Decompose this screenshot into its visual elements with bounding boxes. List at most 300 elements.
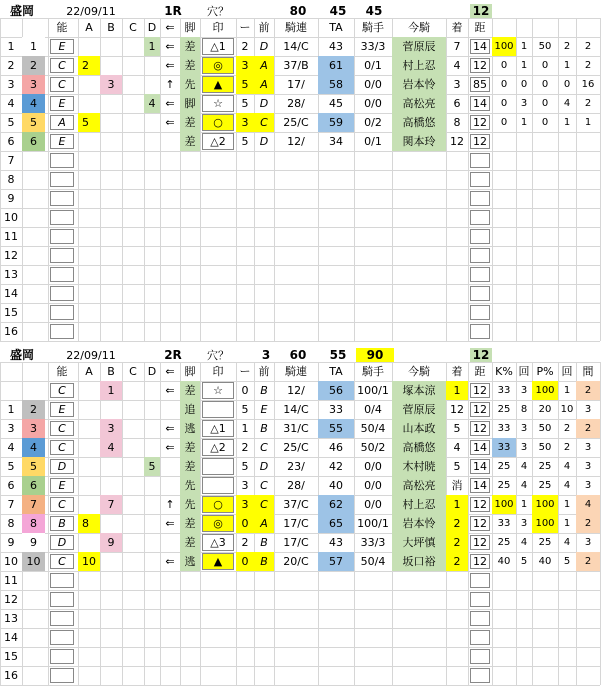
rank-a xyxy=(78,37,100,56)
ta-value: 57 xyxy=(318,552,354,571)
rank-c xyxy=(122,56,144,75)
empty-distance-box xyxy=(470,573,490,588)
grid-line xyxy=(0,303,600,304)
p-percent: 25 xyxy=(538,479,552,491)
rank-a xyxy=(78,533,100,552)
column-header-pp xyxy=(532,18,558,36)
ta-value: 34 xyxy=(329,135,343,148)
column-header-k2: 回 xyxy=(561,364,573,378)
running-style: 差 xyxy=(180,514,200,533)
k-percent: 100 xyxy=(492,37,516,56)
rank-c xyxy=(122,94,144,113)
distance: 12 xyxy=(470,115,490,130)
current-jockey: 高橋悠 xyxy=(392,438,446,457)
grid-line xyxy=(200,362,201,685)
position-index: 1 xyxy=(241,422,249,435)
prediction-mark: △1 xyxy=(202,38,234,55)
empty-ability-box xyxy=(50,267,74,282)
rank-a xyxy=(78,75,100,94)
interval xyxy=(576,132,600,151)
grid-line xyxy=(0,18,600,19)
grid-line xyxy=(0,571,600,572)
column-header-jk: 今騎 xyxy=(408,364,430,378)
row-number: 2 xyxy=(7,59,15,72)
rank-a xyxy=(78,476,100,495)
race-date: 22/09/11 xyxy=(66,348,116,362)
distance: 14 xyxy=(470,440,490,455)
prediction-mark: ○ xyxy=(202,114,234,131)
jockey-combo: 28/ xyxy=(287,479,305,492)
row-number: 9 xyxy=(7,536,15,549)
distance: 14 xyxy=(470,96,490,111)
column-header-mae: 前 xyxy=(258,364,270,378)
current-jockey: 村上忍 xyxy=(392,495,446,514)
row-number: 15 xyxy=(4,306,18,319)
ta-value: 59 xyxy=(318,113,354,132)
position-index: 5 xyxy=(241,403,249,416)
grid-line xyxy=(600,18,601,341)
row-number: 3 xyxy=(7,78,15,91)
current-jockey: 高橋悠 xyxy=(392,113,446,132)
running-style: 先 xyxy=(180,476,200,495)
prediction-mark: △2 xyxy=(202,133,234,150)
empty-ability-box xyxy=(50,649,74,664)
column-header-dash: ー xyxy=(239,20,251,34)
k-percent: 33 xyxy=(497,422,511,434)
rank-a xyxy=(78,457,100,476)
column-header-nou: 能 xyxy=(56,364,68,378)
column-header-kan xyxy=(576,18,600,36)
ta-value: 45 xyxy=(329,97,343,110)
previous-rank: B xyxy=(260,422,268,435)
row-number: 15 xyxy=(4,650,18,663)
finish-place: 12 xyxy=(450,403,464,416)
jockey-record: 50/4 xyxy=(360,422,386,435)
grid-line xyxy=(0,647,600,648)
column-header-a: A xyxy=(85,20,93,34)
current-jockey: 岩本怜 xyxy=(392,514,446,533)
trend-arrow xyxy=(160,457,180,476)
p-percent: 50 xyxy=(538,441,552,453)
jockey-combo: 25/C xyxy=(283,441,309,454)
kishuren-summary: 80 xyxy=(289,4,307,18)
jockey-combo: 17/ xyxy=(287,78,305,91)
p-count: 4 xyxy=(563,97,571,109)
rank-b xyxy=(100,400,122,419)
row-number: 9 xyxy=(7,192,15,205)
column-header-kp: K% xyxy=(495,364,513,378)
jockey-combo: 25/C xyxy=(283,116,309,129)
trend-arrow xyxy=(160,132,180,151)
rank-d: 4 xyxy=(144,94,160,113)
p-percent: 0 xyxy=(541,78,549,90)
rank-c xyxy=(122,113,144,132)
empty-ability-box xyxy=(50,668,74,683)
column-header-kr: 騎連 xyxy=(285,20,307,34)
p-count xyxy=(558,132,576,151)
rank-c xyxy=(122,533,144,552)
empty-distance-box xyxy=(470,324,490,339)
column-header-ch: 着 xyxy=(451,20,463,34)
rank-c xyxy=(122,476,144,495)
p-percent: 100 xyxy=(532,495,558,514)
row-number: 11 xyxy=(4,574,18,587)
jockey-record: 33/3 xyxy=(360,40,386,53)
ta-value: 55 xyxy=(318,419,354,438)
interval: 3 xyxy=(584,536,592,548)
column-header-k2 xyxy=(558,18,576,36)
p-percent xyxy=(532,132,558,151)
rank-a: 5 xyxy=(78,113,100,132)
ability-rank: E xyxy=(50,478,74,493)
grid-line xyxy=(0,208,600,209)
waku-number: 2 xyxy=(22,400,45,419)
empty-ability-box xyxy=(50,248,74,263)
ta-value: 61 xyxy=(318,56,354,75)
rank-a xyxy=(78,419,100,438)
column-header-ta: TA xyxy=(329,364,343,378)
grid-line xyxy=(0,189,600,190)
prediction-mark xyxy=(202,401,234,418)
running-style: 脚 xyxy=(180,94,200,113)
column-header-dash: ー xyxy=(239,364,251,378)
row-number: 11 xyxy=(4,230,18,243)
k-count: 3 xyxy=(520,97,528,109)
column-header-mae: 前 xyxy=(258,20,270,34)
rank-d xyxy=(144,438,160,457)
column-header-k1: 回 xyxy=(518,364,530,378)
row-number: 13 xyxy=(4,268,18,281)
grid-line xyxy=(0,341,600,342)
current-jockey: 村上忍 xyxy=(392,56,446,75)
rank-b xyxy=(100,552,122,571)
column-header-nou: 能 xyxy=(56,20,68,34)
running-style: 差 xyxy=(180,381,200,400)
column-header-c: C xyxy=(129,364,137,378)
grid-line xyxy=(200,18,201,341)
empty-distance-box xyxy=(470,172,490,187)
jockey-record: 0/1 xyxy=(364,59,382,72)
rank-a: 10 xyxy=(78,552,100,571)
grid-line xyxy=(468,18,469,341)
column-header-kp xyxy=(492,18,516,36)
grid-line xyxy=(0,685,600,686)
ability-rank: E xyxy=(50,402,74,417)
ta-value: 43 xyxy=(329,40,343,53)
rank-b: 3 xyxy=(100,75,122,94)
k-count: 1 xyxy=(520,40,528,52)
rank-c xyxy=(122,495,144,514)
prediction-mark: △3 xyxy=(202,534,234,551)
finish-place: 5 xyxy=(453,422,461,435)
running-style: 先 xyxy=(180,75,200,94)
grid-line xyxy=(0,362,600,363)
p-percent: 100 xyxy=(532,381,558,400)
k-count: 3 xyxy=(520,517,528,529)
ability-rank: C xyxy=(50,77,74,92)
rank-b: 4 xyxy=(100,438,122,457)
ta-value: 33 xyxy=(329,403,343,416)
distance-summary: 12 xyxy=(470,348,492,362)
interval: 4 xyxy=(576,495,600,514)
grid-line xyxy=(0,590,600,591)
row-number: 16 xyxy=(4,325,18,338)
position-index: 5 xyxy=(241,460,249,473)
finish-place: 1 xyxy=(446,495,468,514)
jockey-record: 50/2 xyxy=(360,441,386,454)
rank-d xyxy=(144,381,160,400)
ability-rank: C xyxy=(50,383,74,398)
position-index: 2 xyxy=(241,40,249,53)
trend-arrow: ⇐ xyxy=(165,59,175,72)
position-index: 0 xyxy=(236,514,254,533)
column-header-mark: 印 xyxy=(212,20,224,34)
p-count: 10 xyxy=(560,403,574,415)
row-number xyxy=(0,381,22,400)
k-count: 8 xyxy=(520,403,528,415)
grid-line xyxy=(0,666,600,667)
row-number: 7 xyxy=(7,154,15,167)
finish-place: 4 xyxy=(453,441,461,454)
position-index: 5 xyxy=(241,97,249,110)
distance: 12 xyxy=(470,421,490,436)
empty-ability-box xyxy=(50,611,74,626)
row-number: 14 xyxy=(4,287,18,300)
interval: 3 xyxy=(584,441,592,453)
row-number: 13 xyxy=(4,612,18,625)
trend-arrow: ⇐ xyxy=(165,97,175,110)
current-jockey: 岩本怜 xyxy=(392,75,446,94)
p-count: 0 xyxy=(563,78,571,90)
row-number: 10 xyxy=(4,211,18,224)
p-count: 1 xyxy=(563,116,571,128)
prediction-mark: ☆ xyxy=(202,95,234,112)
row-number: 16 xyxy=(4,669,18,682)
distance-summary: 12 xyxy=(470,4,492,18)
k-count: 4 xyxy=(520,479,528,491)
column-header-ch: 着 xyxy=(451,364,463,378)
ta-value: 65 xyxy=(318,514,354,533)
jockey-record: 33/3 xyxy=(360,536,386,549)
grid-line xyxy=(0,284,600,285)
empty-distance-box xyxy=(470,649,490,664)
row-number: 8 xyxy=(7,173,15,186)
empty-distance-box xyxy=(470,630,490,645)
k-percent: 25 xyxy=(497,536,511,548)
previous-rank: C xyxy=(254,113,274,132)
ability-rank: D xyxy=(50,459,74,474)
waku-number: 7 xyxy=(22,495,45,514)
previous-rank: C xyxy=(260,441,268,454)
ta-summary: 45 xyxy=(329,4,347,18)
p-percent: 100 xyxy=(532,514,558,533)
rank-a xyxy=(78,400,100,419)
row-number: 4 xyxy=(7,441,15,454)
jockey-record: 0/4 xyxy=(364,403,382,416)
finish-place: 12 xyxy=(450,135,464,148)
k-percent: 100 xyxy=(492,495,516,514)
ana-value xyxy=(254,4,278,18)
trend-arrow: ⇐ xyxy=(165,116,175,129)
empty-ability-box xyxy=(50,153,74,168)
distance: 12 xyxy=(470,383,490,398)
jockey-combo: 12/ xyxy=(287,384,305,397)
interval: 2 xyxy=(576,552,600,571)
prediction-mark: ◎ xyxy=(202,57,234,74)
finish-place: 2 xyxy=(446,533,468,552)
row-number: 5 xyxy=(7,116,15,129)
trend-arrow: ↑ xyxy=(165,498,175,511)
row-number: 6 xyxy=(7,479,15,492)
distance: 14 xyxy=(470,459,490,474)
jockey-summary: 45 xyxy=(365,4,383,18)
venue-label: 盛岡 xyxy=(9,348,34,362)
empty-distance-box xyxy=(470,305,490,320)
p-count: 2 xyxy=(563,422,571,434)
rank-d xyxy=(144,75,160,94)
prediction-mark: △2 xyxy=(202,439,234,456)
prediction-mark: ▲ xyxy=(202,76,234,93)
column-header-jk: 今騎 xyxy=(408,20,430,34)
current-jockey: 菅原辰 xyxy=(392,37,446,56)
waku-number: 1 xyxy=(22,37,45,56)
jockey-summary: 90 xyxy=(356,348,394,362)
p-percent: 0 xyxy=(541,116,549,128)
previous-rank: E xyxy=(260,403,268,416)
finish-place: 7 xyxy=(453,40,461,53)
grid-line xyxy=(0,170,600,171)
column-header-js: 騎手 xyxy=(362,364,384,378)
trend-arrow: ⇐ xyxy=(165,384,175,397)
column-header-arrow: ⇐ xyxy=(165,364,175,378)
column-header-kan: 間 xyxy=(582,364,594,378)
ability-rank: E xyxy=(50,134,74,149)
k-count: 4 xyxy=(520,536,528,548)
previous-rank: B xyxy=(260,536,268,549)
ability-rank: C xyxy=(50,421,74,436)
current-jockey: 菅原辰 xyxy=(392,400,446,419)
interval: 3 xyxy=(584,479,592,491)
column-header-ashi: 脚 xyxy=(184,364,196,378)
rank-d xyxy=(144,56,160,75)
trend-arrow: ⇐ xyxy=(165,555,175,568)
finish-place: 2 xyxy=(446,514,468,533)
p-percent: 0 xyxy=(541,97,549,109)
position-index: 2 xyxy=(241,536,249,549)
prediction-mark: ○ xyxy=(202,496,234,513)
rank-b xyxy=(100,476,122,495)
row-number: 10 xyxy=(4,555,18,568)
row-number: 6 xyxy=(7,135,15,148)
empty-distance-box xyxy=(470,286,490,301)
current-jockey: 高松亮 xyxy=(392,476,446,495)
finish-place: 5 xyxy=(453,460,461,473)
p-percent: 0 xyxy=(541,59,549,71)
rank-c xyxy=(122,438,144,457)
jockey-record: 0/0 xyxy=(364,78,382,91)
ta-value: 43 xyxy=(329,536,343,549)
row-number: 7 xyxy=(7,498,15,511)
distance: 12 xyxy=(470,497,490,512)
rank-b xyxy=(100,113,122,132)
rank-c xyxy=(122,514,144,533)
kishuren-summary: 60 xyxy=(289,348,307,362)
rank-d xyxy=(144,400,160,419)
rank-d xyxy=(144,113,160,132)
k-count: 1 xyxy=(520,498,528,510)
distance: 12 xyxy=(470,535,490,550)
current-jockey: 塚本涼 xyxy=(392,381,446,400)
rank-a xyxy=(78,381,100,400)
k-count xyxy=(516,132,532,151)
rank-c xyxy=(122,37,144,56)
waku-number: 8 xyxy=(22,514,45,533)
race-number: 1R xyxy=(164,4,182,18)
k-percent: 25 xyxy=(497,403,511,415)
k-percent: 33 xyxy=(497,384,511,396)
empty-distance-box xyxy=(470,229,490,244)
finish-place: 消 xyxy=(451,479,463,492)
empty-ability-box xyxy=(50,573,74,588)
k-count: 0 xyxy=(520,78,528,90)
rank-d xyxy=(144,419,160,438)
rank-b xyxy=(100,94,122,113)
column-header-no xyxy=(0,362,22,380)
position-index: 5 xyxy=(241,135,249,148)
rank-d xyxy=(144,476,160,495)
waku-number: 9 xyxy=(22,533,45,552)
position-index: 0 xyxy=(236,552,254,571)
current-jockey: 高松亮 xyxy=(392,94,446,113)
ta-value: 62 xyxy=(318,495,354,514)
p-percent: 50 xyxy=(538,40,552,52)
row-number: 1 xyxy=(7,40,15,53)
jockey-combo: 20/C xyxy=(283,555,309,568)
rank-b: 3 xyxy=(100,419,122,438)
waku-number: 5 xyxy=(22,457,45,476)
jockey-combo: 37/C xyxy=(283,498,309,511)
distance: 12 xyxy=(470,134,490,149)
current-jockey: 大坪慎 xyxy=(392,533,446,552)
distance: 14 xyxy=(470,478,490,493)
previous-rank: B xyxy=(260,384,268,397)
trend-arrow: ⇐ xyxy=(165,517,175,530)
p-count: 2 xyxy=(563,40,571,52)
grid-line xyxy=(468,362,469,685)
empty-distance-box xyxy=(470,210,490,225)
ability-rank: B xyxy=(50,516,74,531)
k-percent: 33 xyxy=(497,517,511,529)
p-percent: 20 xyxy=(538,403,552,415)
column-header-js: 騎手 xyxy=(362,20,384,34)
empty-distance-box xyxy=(470,267,490,282)
empty-ability-box xyxy=(50,286,74,301)
jockey-combo: 28/ xyxy=(287,97,305,110)
row-number: 8 xyxy=(7,517,15,530)
race-sheet-2R xyxy=(0,344,602,688)
rank-b xyxy=(100,457,122,476)
interval: 2 xyxy=(576,381,600,400)
empty-ability-box xyxy=(50,172,74,187)
running-style: 先 xyxy=(180,495,200,514)
row-number: 3 xyxy=(7,422,15,435)
p-count: 2 xyxy=(563,441,571,453)
running-style: 差 xyxy=(180,438,200,457)
previous-rank: A xyxy=(254,56,274,75)
finish-place: 4 xyxy=(453,59,461,72)
k-percent: 25 xyxy=(497,479,511,491)
ana-label: 穴？ xyxy=(207,348,229,362)
